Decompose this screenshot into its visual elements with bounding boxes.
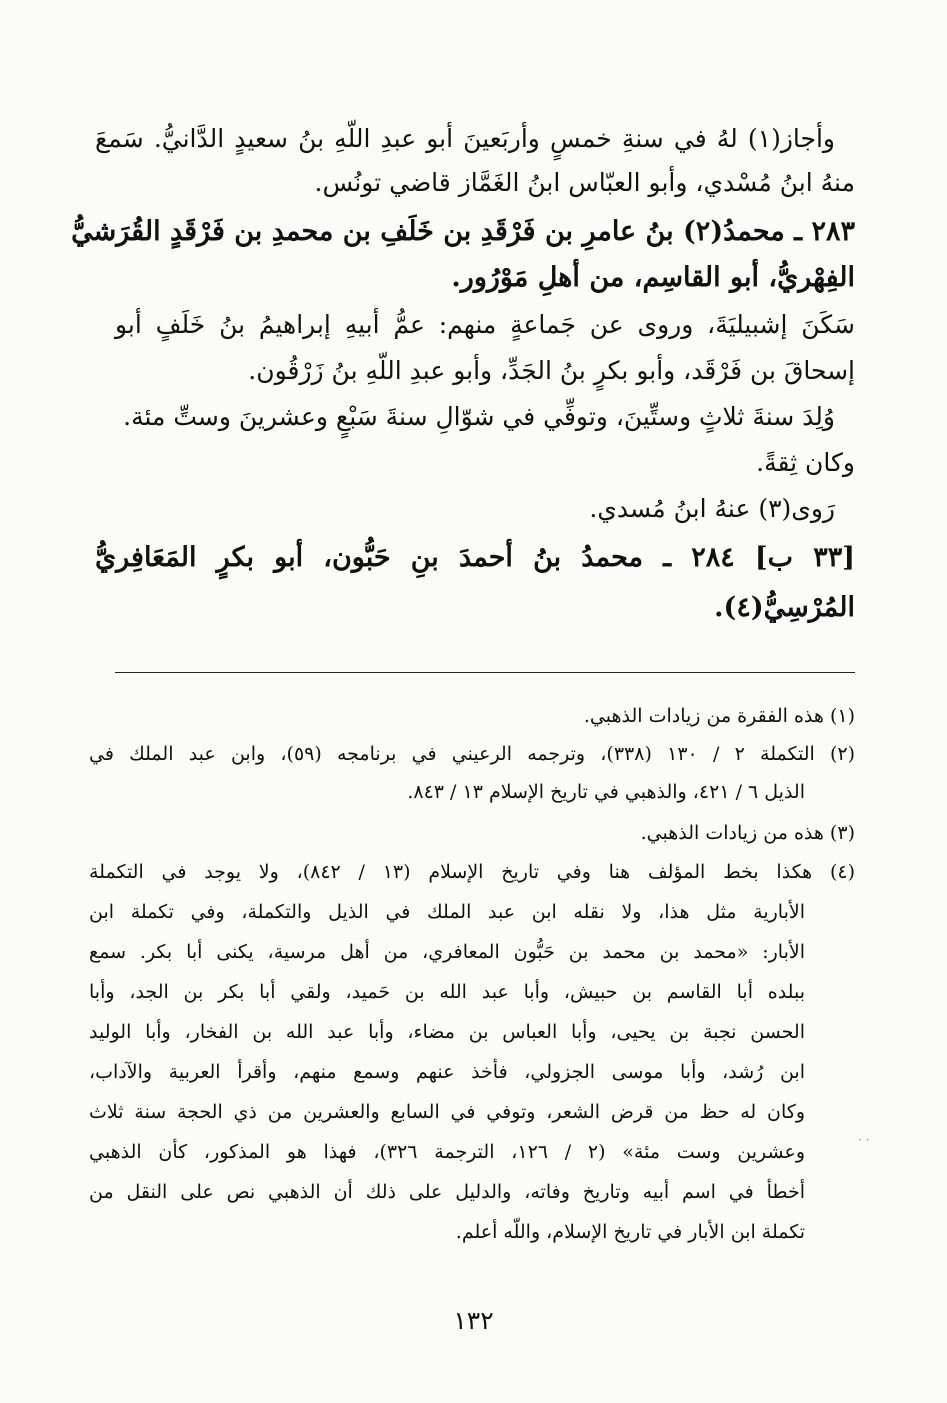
footnote-2-cont: الذيل ٦ / ٤٢١، والذهبي في تاريخ الإسلام ١٣ / ٨٤٣. <box>407 781 805 803</box>
main-line-6: إسحاقَ بن فَرْقَد، وأبو بكرٍ بنُ الجَدِّ، وأبو عبدِ اللّهِ بنُ زَرْقُون. <box>248 356 855 385</box>
footnote-4-line-5: الحسن نجبة بن يحيى، وأبا العباس بن مضاء، وأبا عبد الله بن الفخار، وأبا الوليد <box>89 1021 805 1043</box>
main-line-5: سَكَنَ إشبيليَةَ، وروى عن جَماعةٍ منهم: عمُّ أبيهِ إبراهيمُ بنُ خَلَفٍ أبو <box>115 310 855 339</box>
entry-283-heading-line-1: ٢٨٣ ـ محمدُ(٢) بنُ عامرِ بن فَرْقَدِ بن خَلَفِ بن محمدِ بن فَرْقَدٍ القُرَشيُّ <box>71 216 855 247</box>
page-number: ١٣٢ <box>453 1306 494 1335</box>
footnote-4-line-7: وكان له حظ من قرض الشعر، وتوفي في السابع والعشرين من ذي الحجة سنة ثلاث <box>89 1101 805 1123</box>
scan-speck: · · <box>858 1133 870 1147</box>
entry-284-heading-line-2: المُرْسِيُّ(٤). <box>714 592 855 623</box>
footnote-4-line-3: الأبار: «محمد بن محمد بن حَبُّون المعافري، من أهل مرسية، يكنى أبا بكر. سمع <box>89 941 805 963</box>
footnote-2: (٢) التكملة ٢ / ١٣٠ (٣٣٨)، وترجمه الرعيني في برنامجه (٥٩)، وابن عبد الملك في <box>89 743 856 765</box>
footnote-1: (١) هذه الفقرة من زيادات الذهبي. <box>583 705 855 727</box>
footnote-4: (٤) هكذا بخط المؤلف هنا وفي تاريخ الإسلام (١٣ / ٨٤٢)، ولا يوجد في التكملة <box>89 861 856 883</box>
entry-283-heading-line-2: الفِهْريُّ، أبو القاسِم، من أهلِ مَوْرُور. <box>451 262 855 293</box>
footnote-4-line-6: ابن رُشد، وأبا موسى الجزولي، فأخذ عنهم وسمع منهم، وأقرأ العربية والآداب، <box>89 1061 805 1083</box>
footnote-4-line-8: وعشرين وست مئة» (٢ / ١٢٦، الترجمة ٣٢٦)، فهذا هو المذكور، كأن الذهبي <box>89 1141 805 1163</box>
entry-284-heading-line-1: [٣٣ ب] ٢٨٤ ـ محمدُ بنُ أحمدَ بنِ حَبُّون، أبو بكرٍ المَعَافِريُّ <box>95 542 855 573</box>
footnote-4-line-4: ببلده أبا القاسم بن حبيش، وأبا عبد الله بن حَميد، ولقي أبا بكر بن الجد، وأبا <box>89 981 805 1003</box>
main-line-9: رَوى(٣) عنهُ ابنُ مُسدي. <box>589 494 835 523</box>
main-line-2: منهُ ابنُ مُسْدي، وأبو العبّاس ابنُ الغَمَّاز قاضي تونُس. <box>314 168 855 197</box>
footnote-4-line-10: تكملة ابن الأبار في تاريخ الإسلام، واللّه أعلم. <box>455 1221 805 1243</box>
footnote-3: (٣) هذه من زيادات الذهبي. <box>640 822 855 844</box>
footnote-4-line-2: الأبارية مثل هذا، ولا نقله ابن عبد الملك في الذيل والتكملة، وفي تكملة ابن <box>89 901 805 923</box>
main-line-7: وُلِدَ سنةَ ثلاثٍ وستِّينَ، وتوفِّي في شوّالِ سنةَ سَبْعٍ وعشرينَ وستِّ مئة. <box>123 402 835 431</box>
footnote-4-line-9: أخطأ في اسم أبيه وتاريخ وفاته، والدليل على ذلك أن الذهبي نص على النقل من <box>89 1181 805 1203</box>
main-line-1: وأجاز(١) لهُ في سنةِ خمسٍ وأربَعينَ أبو عبدِ اللّهِ بنُ سعيدٍ الدَّانيُّ. سَمعَ <box>95 124 835 153</box>
main-line-8: وكان ثِقةً. <box>756 448 855 477</box>
footnote-separator <box>115 672 855 673</box>
